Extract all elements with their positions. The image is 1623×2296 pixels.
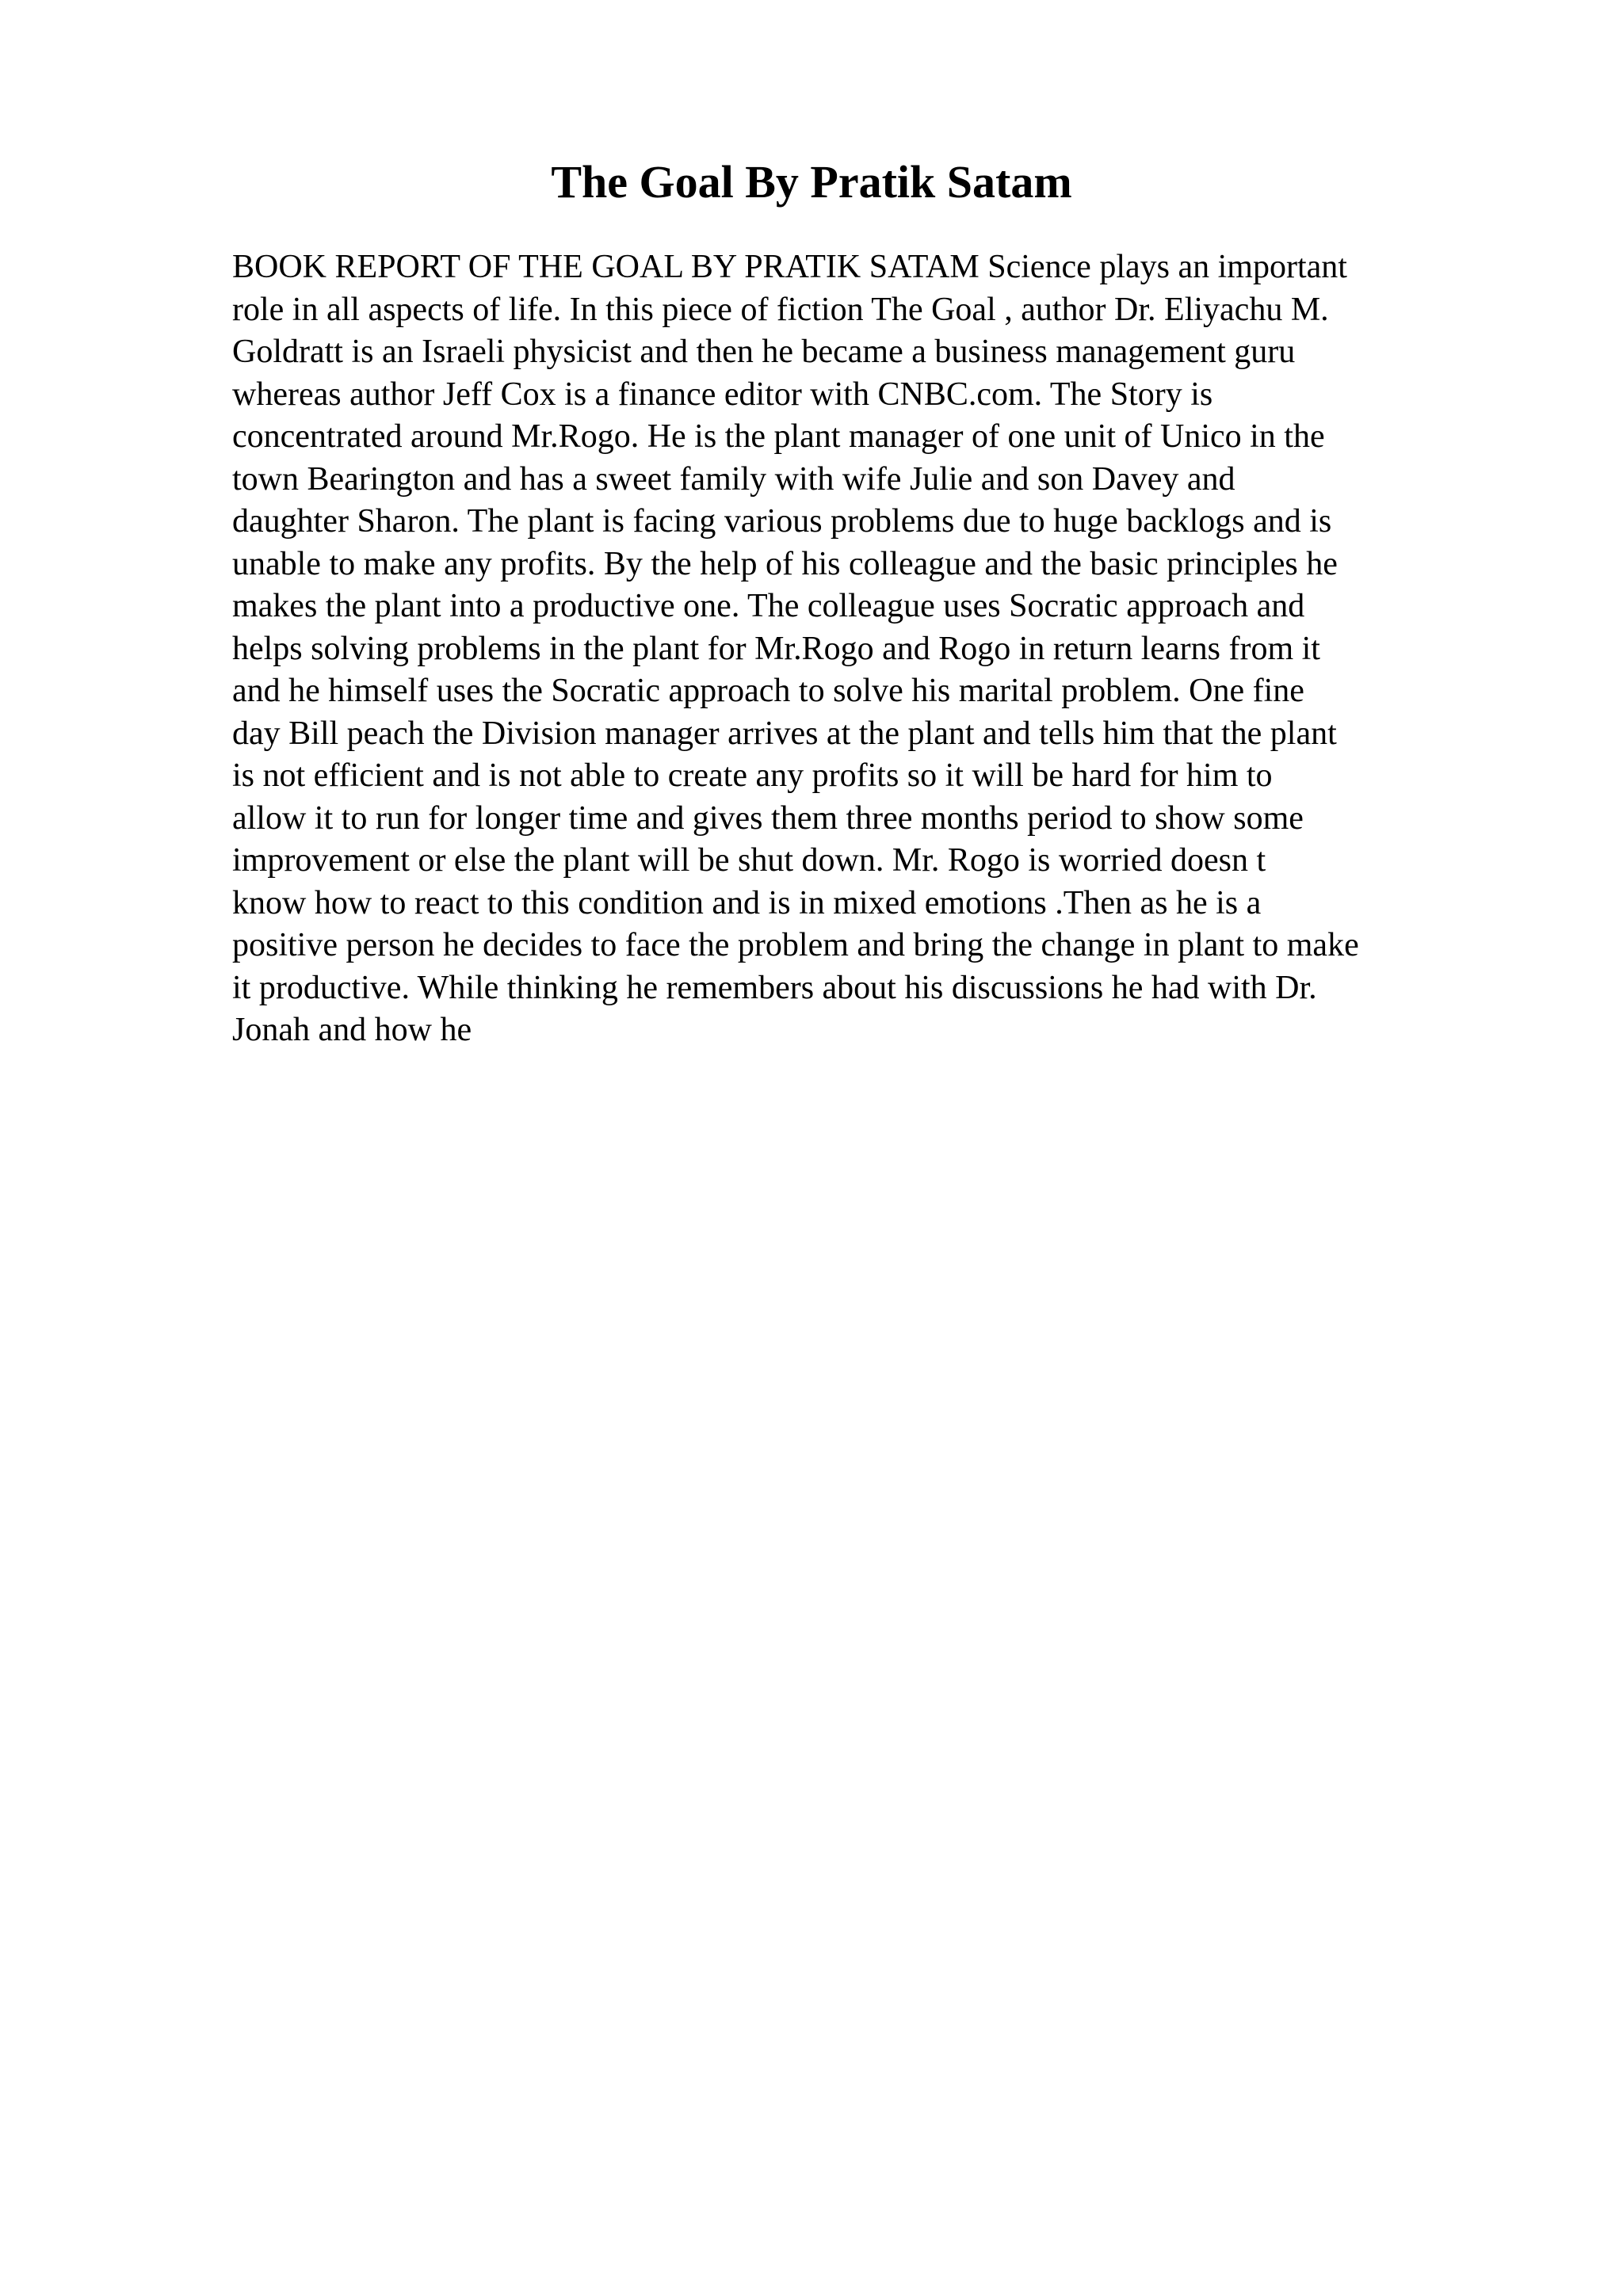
body-line: improvement or else the plant will be shut down. Mr. Rogo is worried doesn t — [232, 842, 1266, 879]
body-line: unable to make any profits. By the help of his colleague and the basic principles he — [232, 545, 1338, 582]
body-line: positive person he decides to face the problem and bring the change in plant to make — [232, 927, 1359, 963]
body-line: daughter Sharon. The plant is facing various problems due to huge backlogs and is — [232, 503, 1332, 540]
body-line: it productive. While thinking he remembers about his discussions he had with Dr. — [232, 969, 1317, 1006]
body-line: town Bearington and has a sweet family with wife Julie and son Davey and — [232, 460, 1235, 498]
body-line: role in all aspects of life. In this piece of fiction The Goal , author Dr. Eliyachu M. — [232, 291, 1329, 328]
document-body — [232, 246, 1508, 1052]
body-line: Jonah and how he — [232, 1012, 472, 1048]
document-title: The Goal By Pratik Satam — [551, 156, 1072, 208]
body-line: BOOK REPORT OF THE GOAL BY PRATIK SATAM Science plays an important — [232, 249, 1347, 285]
body-line: makes the plant into a productive one. The colleague uses Socratic approach and — [232, 588, 1305, 624]
body-line: day Bill peach the Division manager arrives at the plant and tells him that the plant — [232, 715, 1337, 752]
body-line: concentrated around Mr.Rogo. He is the plant manager of one unit of Unico in the — [232, 418, 1325, 455]
body-line: know how to react to this condition and is in mixed emotions .Then as he is a — [232, 884, 1262, 921]
body-line: whereas author Jeff Cox is a finance editor with CNBC.com. The Story is — [232, 376, 1213, 413]
body-line: and he himself uses the Socratic approach to solve his marital problem. One fine — [232, 673, 1304, 709]
body-line: is not efficient and is not able to create any profits so it will be hard for him to — [232, 757, 1273, 794]
body-line: allow it to run for longer time and gives them three months period to show some — [232, 799, 1304, 837]
body-line: helps solving problems in the plant for Mr.Rogo and Rogo in return learns from it — [232, 630, 1320, 667]
body-line: Goldratt is an Israeli physicist and then he became a business management guru — [232, 334, 1296, 370]
